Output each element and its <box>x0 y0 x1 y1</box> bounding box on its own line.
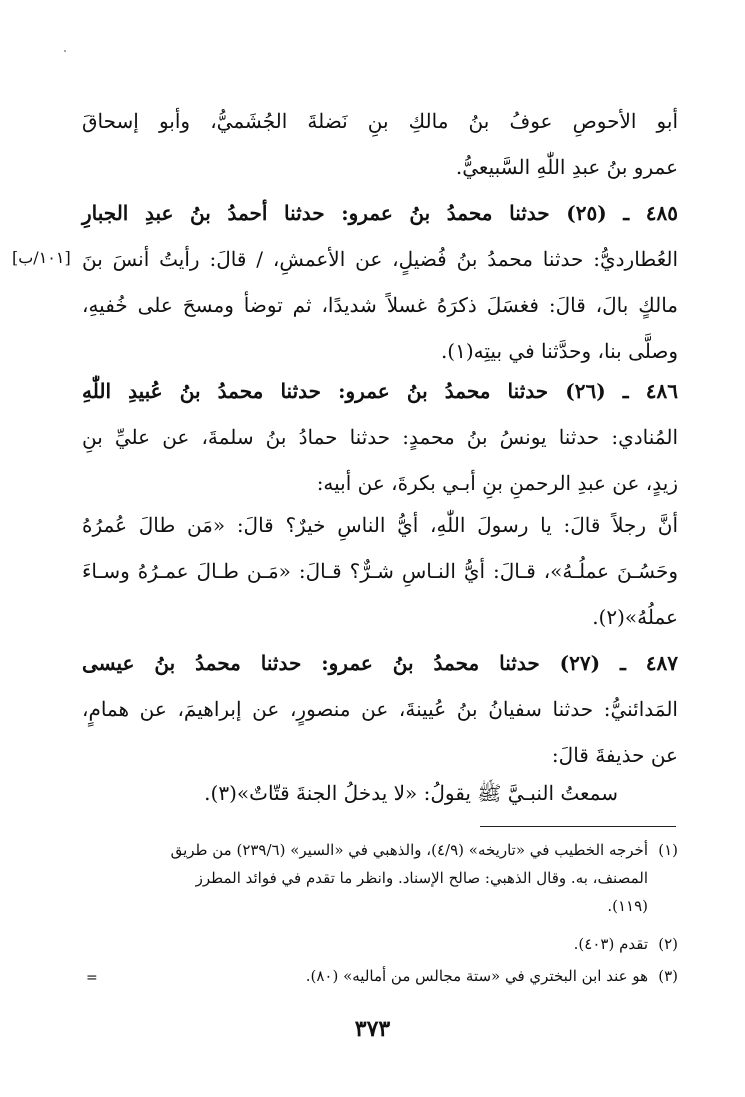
footnote-3 <box>82 962 678 990</box>
footnote-divider <box>480 826 676 827</box>
manuscript-folio-marker: [١٠١/ب] <box>12 248 71 267</box>
footnote-text: تقدم (٤٠٣). <box>573 935 648 953</box>
continuation-mark: = <box>86 970 98 986</box>
text-line: المَدائنيُّ: حدثنا سفيانُ بنُ عُيينةَ، عن منصورٍ، عن إبراهيمَ، عن همامٍ، <box>82 697 678 721</box>
text-line: عمرو بنُ عبدِ اللّٰهِ السَّبيعيُّ. <box>455 155 678 179</box>
hadith-487-matn <box>82 770 678 816</box>
footnote-text: أخرجه الخطيب في «تاريخه» (٤/٩)، والذهبي في «السير» (٢٣٩/٦) من طريق <box>170 841 648 859</box>
hadith-486 <box>82 368 678 506</box>
footnote-text: (١١٩). <box>607 897 648 915</box>
page-number: ٣٧٣ <box>354 1016 391 1042</box>
footnote-2 <box>82 930 678 958</box>
text-line: عملُهُ»(٢). <box>592 605 678 629</box>
hadith-486-matn <box>82 502 678 640</box>
text-line: أنَّ رجلاً قالَ: يا رسولَ اللّٰهِ، أيُّ الناسِ خيرٌ؟ قالَ: «مَن طالَ عُمرُهُ <box>82 513 678 537</box>
text-line: عن حذيفةَ قالَ: <box>551 743 678 767</box>
text-line: زيدٍ، عن عبدِ الرحمنِ بنِ أبـي بكرةَ، عن أبيه: <box>316 471 678 495</box>
footnote-label: (١) <box>658 841 678 859</box>
hadith-heading: ٤٨٧ ـ (٢٧) حدثنا محمدُ بنُ عمرو: حدثنا محمدُ بنُ عيسى <box>82 651 679 675</box>
text-line: سمعتُ النبـيَّ ﷺ يقولُ: «لا يدخلُ الجنةَ قتّاتٌ»(٣). <box>204 781 618 805</box>
footnote-label: (٣) <box>658 967 678 985</box>
text-line: مالكٍ بالَ، قالَ: فغسَلَ ذكرَهُ غسلاً شديدًا، ثم توضأ ومسحَ على خُفيهِ، <box>82 293 678 317</box>
hadith-heading: ٤٨٦ ـ (٢٦) حدثنا محمدُ بنُ عمرو: حدثنا محمدُ بنُ عُبيدِ اللّٰهِ <box>82 379 679 403</box>
intro-paragraph <box>82 98 678 190</box>
hadith-heading: ٤٨٥ ـ (٢٥) حدثنا محمدُ بنُ عمرو: حدثنا أحمدُ بنُ عبدِ الجبارِ <box>82 201 679 225</box>
footnote-text: هو عند ابن البختري في «ستة مجالس من أماليه» (٨٠). <box>305 967 648 985</box>
text-line: وحَسُـنَ عملُـهُ»، قـالَ: أيُّ النـاسِ شـرٌّ؟ قـالَ: «مَـن طـالَ عمـرُهُ وسـاءَ <box>82 559 678 583</box>
footnote-1 <box>82 836 678 920</box>
text-line: المُنادي: حدثنا يونسُ بنُ محمدٍ: حدثنا حمادُ بنُ سلمةَ، عن عليِّ بنِ <box>82 425 678 449</box>
speck-mark <box>64 50 66 52</box>
text-line: أبو الأحوصِ عوفُ بنُ مالكِ بنِ نَضلةَ الجُشَميُّ، وأبو إسحاقَ <box>82 109 678 133</box>
hadith-485 <box>82 190 678 374</box>
text-line: العُطارديُّ: حدثنا محمدُ بنُ فُضيلٍ، عن الأعمشِ، / قالَ: رأيتُ أنسَ بنَ <box>82 247 678 271</box>
text-line: وصلَّى بنا، وحدَّثنا في بيتِه(١). <box>440 339 678 363</box>
footnote-text: المصنف، به. وقال الذهبي: صالح الإسناد. وانظر ما تقدم في فوائد المطرز <box>195 869 648 887</box>
hadith-487 <box>82 640 678 778</box>
footnote-label: (٢) <box>658 935 678 953</box>
